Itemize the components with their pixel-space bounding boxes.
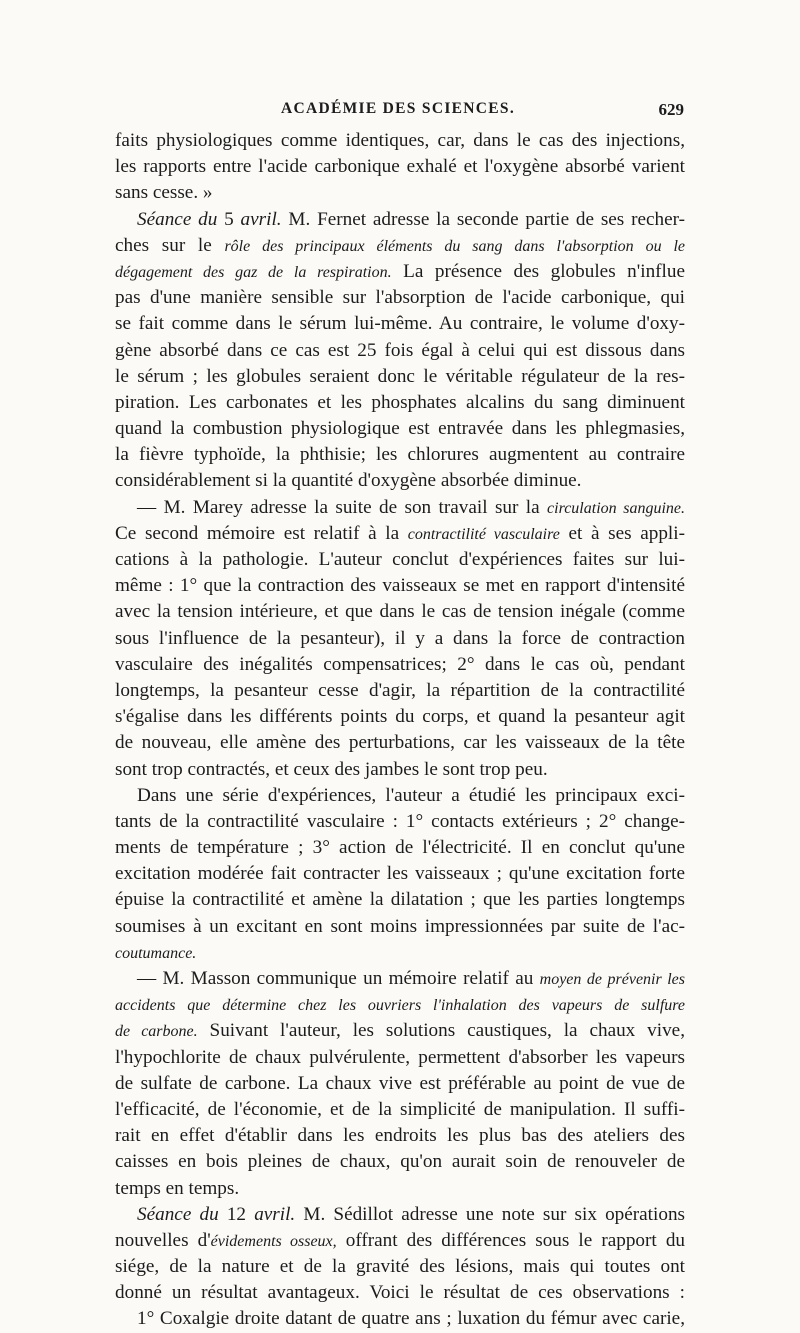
text-line [115,233,685,259]
text-segment: M. Fernet adresse la seconde partie de ses recher- [281,208,685,230]
text-line: sous l'influence de la pesanteur), il y a dans la force de contraction [115,627,685,649]
italic-text: Séance du [137,208,218,230]
text-line: de nouveau, elle amène des perturbations, car les vaisseaux de la tête [115,732,685,754]
text-line: piration. Les carbonates et les phosphates alcalins du sang diminuent [115,391,685,413]
text-line: longtemps, la pesanteur cesse d'agir, la répartition de la contractilité [115,679,685,701]
italic-text: coutumance. [115,944,197,962]
text-line [115,966,685,992]
body-text [115,128,685,1333]
text-line: épuise la contractilité et amène la dilatation ; que les parties longtemps [115,889,685,911]
page-header [112,100,684,124]
italic-text: avril. [254,1203,296,1225]
text-line: caisses en bois pleines de chaux, qu'on aurait soin de renouveler de [115,1151,685,1173]
text-line [115,1018,685,1044]
text-segment: ches sur le [115,234,225,256]
text-segment: Suivant l'auteur, les solutions caustiques, la chaux vive, [197,1020,685,1042]
text-line: cations à la pathologie. L'auteur conclut d'expériences faites sur lui- [115,549,685,570]
text-line: vasculaire des inégalités compensatrices; 2° dans le cas où, pendant [115,653,685,675]
text-line: l'hypochlorite de chaux pulvérulente, permettent d'absorber les vapeurs [115,1046,685,1068]
text-line: soumises à un excitant en sont moins impressionnées par suite de l'ac- [115,915,685,937]
text-line [115,495,685,521]
text-line: Dans une série d'expériences, l'auteur a étudié les principaux exci- [137,784,685,806]
text-line: même : 1° que la contraction des vaisseaux se met en rapport d'intensité [115,575,685,597]
italic-text: avril. [240,208,282,230]
italic-text: accidents que détermine chez les ouvriers l'inhalation des vapeurs de sulfure [115,997,685,1015]
text-line [115,521,685,547]
text-line: faits physiologiques comme identiques, car, dans le cas des injections, [115,130,685,151]
text-line: quand la combustion physiologique est entravée dans les phlegmasies, [115,418,685,440]
text-line [115,940,685,966]
text-line [115,207,685,233]
italic-text: rôle des principaux éléments du sang dans l'absorption ou le [224,237,685,255]
text-line: rait en effet d'établir dans les endroits les plus bas des ateliers des [115,1125,685,1147]
text-line: excitation modérée fait contracter les vaisseaux ; qu'une excitation forte [115,863,685,885]
text-segment: 5 [217,208,241,230]
text-line: l'efficacité, de l'économie, et de la simplicité de manipulation. Il suffi- [115,1098,685,1120]
text-line: sans cesse. » [115,182,213,204]
page-number: 629 [658,100,684,119]
italic-text: circulation sanguine. [547,499,685,517]
text-segment: et à ses appli- [559,522,685,544]
text-line: le sérum ; les globules seraient donc le véritable régulateur de la res- [115,365,685,387]
text-line: se fait comme dans le sérum lui-même. Au contraire, le volume d'oxy- [115,313,685,335]
text-line: siége, de la nature et de la gravité des lésions, mais qui toutes ont [115,1256,685,1278]
text-line [115,992,685,1018]
text-line: 1° Coxalgie droite datant de quatre ans ; luxation du fémur avec carie, [137,1308,685,1330]
text-line: s'égalise dans les différents points du corps, et quand la pesanteur agit [115,706,685,728]
text-line: donné un résultat avantageux. Voici le résultat de ces observations : [115,1282,685,1304]
italic-text: contractilité vasculaire [407,525,560,543]
text-segment: La présence des globules n'influe [391,260,685,282]
italic-text: dégagement des gaz de la respiration. [115,263,392,281]
text-line: gène absorbé dans ce cas est 25 fois égal à celui qui est dissous dans [115,339,685,361]
text-segment: Ce second mémoire est relatif à la [115,522,408,544]
running-head: ACADÉMIE DES SCIENCES. [280,100,516,117]
text-line: de sulfate de carbone. La chaux vive est préférable au point de vue de [115,1072,685,1094]
italic-text: moyen de prévenir les [539,971,685,988]
text-line: pas d'une manière sensible sur l'absorption de l'acide carbonique, qui [115,287,685,309]
text-segment: nouvelles d' [115,1229,211,1251]
text-segment: — M. Masson communique un mémoire relatif au [137,968,540,989]
text-line [115,1228,685,1254]
italic-text: évidements osseux, [210,1232,337,1250]
text-line: avec la tension intérieure, et que dans le cas de tension inégale (comme [115,601,685,623]
text-segment: M. Sédillot adresse une note sur six opérations [295,1203,686,1225]
text-segment: 12 [218,1203,255,1225]
text-line [115,259,685,285]
italic-text: Séance du [137,1203,219,1225]
text-line: temps en temps. [115,1177,240,1199]
text-line: sont trop contractés, et ceux des jambes le sont trop peu. [115,758,548,780]
text-line: ments de température ; 3° action de l'électricité. Il en conclut qu'une [115,837,685,859]
text-line: la fièvre typhoïde, la phthisie; les chlorures augmentent au contraire [115,444,685,466]
text-line: tants de la contractilité vasculaire : 1° contacts extérieurs ; 2° change- [115,810,685,832]
text-line: les rapports entre l'acide carbonique exhalé et l'oxygène absorbé varient [115,156,685,178]
italic-text: de carbone. [115,1023,198,1041]
text-line: considérablement si la quantité d'oxygène absorbée diminue. [115,470,582,492]
text-segment: offrant des différences sous le rapport du [336,1229,686,1251]
text-segment: — M. Marey adresse la suite de son travail sur la [137,496,548,518]
